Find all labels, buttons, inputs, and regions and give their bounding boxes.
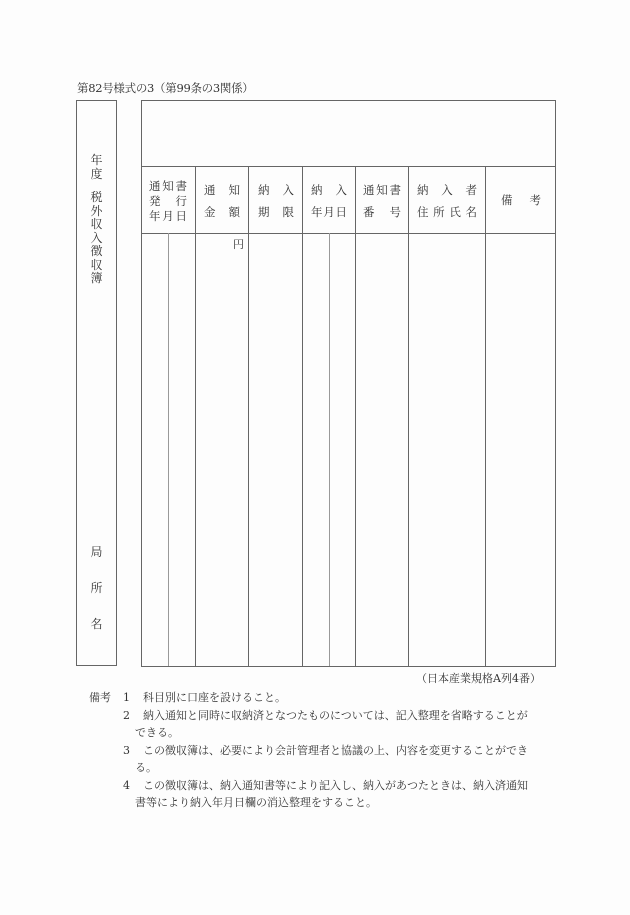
yen-unit: 円 bbox=[233, 238, 244, 251]
ledger-table bbox=[141, 100, 556, 667]
header-remarks: 備 考 bbox=[501, 193, 541, 207]
ledger-title-box bbox=[76, 100, 117, 666]
remarks-label: 備考 bbox=[89, 691, 111, 704]
title-char: 税 bbox=[90, 190, 103, 204]
office-char: 局 bbox=[90, 545, 103, 559]
remark-item-2-cont: できる。 bbox=[135, 726, 179, 739]
col-divider bbox=[195, 166, 196, 666]
title-char: 収 bbox=[90, 257, 103, 272]
title-char: 徴 bbox=[90, 244, 103, 258]
paper-size-note: （日本産業規格A列4番） bbox=[416, 672, 541, 685]
header-top-line bbox=[142, 166, 555, 167]
ledger-title-vertical bbox=[77, 154, 116, 286]
remark-item-4-cont: 書等により納入年月日欄の消込整理をすること。 bbox=[135, 796, 377, 809]
remark-item-2: 2 納入通知と同時に収納済となつたものについては、記入整理を省略することが bbox=[123, 708, 528, 722]
header-issue-date: 通 知 書 発 行 年 月 日 bbox=[149, 179, 187, 223]
remark-item-3-cont: る。 bbox=[135, 761, 157, 774]
header-notice-amount: 通 知 金 額 bbox=[204, 183, 240, 219]
remark-item-1: 備考 1 科目別に口座を設けること。 bbox=[89, 689, 569, 707]
header-bottom-line bbox=[142, 233, 555, 234]
office-char: 名 bbox=[90, 617, 103, 631]
remarks-section bbox=[89, 689, 569, 812]
col-divider bbox=[248, 166, 249, 666]
col-divider bbox=[302, 166, 303, 666]
sub-divider bbox=[168, 233, 169, 666]
office-char: 所 bbox=[90, 581, 103, 595]
title-char: 入 bbox=[90, 230, 103, 245]
title-char: 収 bbox=[90, 217, 103, 231]
header-payment-date: 納 入 年 月 日 bbox=[311, 183, 347, 219]
header-payer-address-name: 納 入 者 住 所 氏 名 bbox=[417, 183, 477, 219]
sub-divider bbox=[329, 233, 330, 666]
title-char: 簿 bbox=[90, 271, 103, 285]
title-char: 年 bbox=[90, 153, 103, 167]
form-title: 第82号様式の3（第99条の3関係） bbox=[77, 81, 254, 95]
col-divider bbox=[408, 166, 409, 666]
header-notice-number: 通 知 書 番 号 bbox=[363, 183, 401, 219]
title-char: 外 bbox=[90, 203, 103, 218]
remark-item-3: 3 この徴収簿は、必要により会計管理者と協議の上、内容を変更することができ bbox=[123, 743, 528, 757]
office-name-vertical bbox=[77, 534, 116, 642]
title-char: 度 bbox=[90, 166, 103, 181]
col-divider bbox=[485, 166, 486, 666]
col-divider bbox=[355, 166, 356, 666]
remark-item-4: 4 この徴収簿は、納入通知書等により記入し、納入があつたときは、納入済通知 bbox=[123, 778, 528, 792]
header-due-date: 納 入 期 限 bbox=[258, 183, 294, 219]
